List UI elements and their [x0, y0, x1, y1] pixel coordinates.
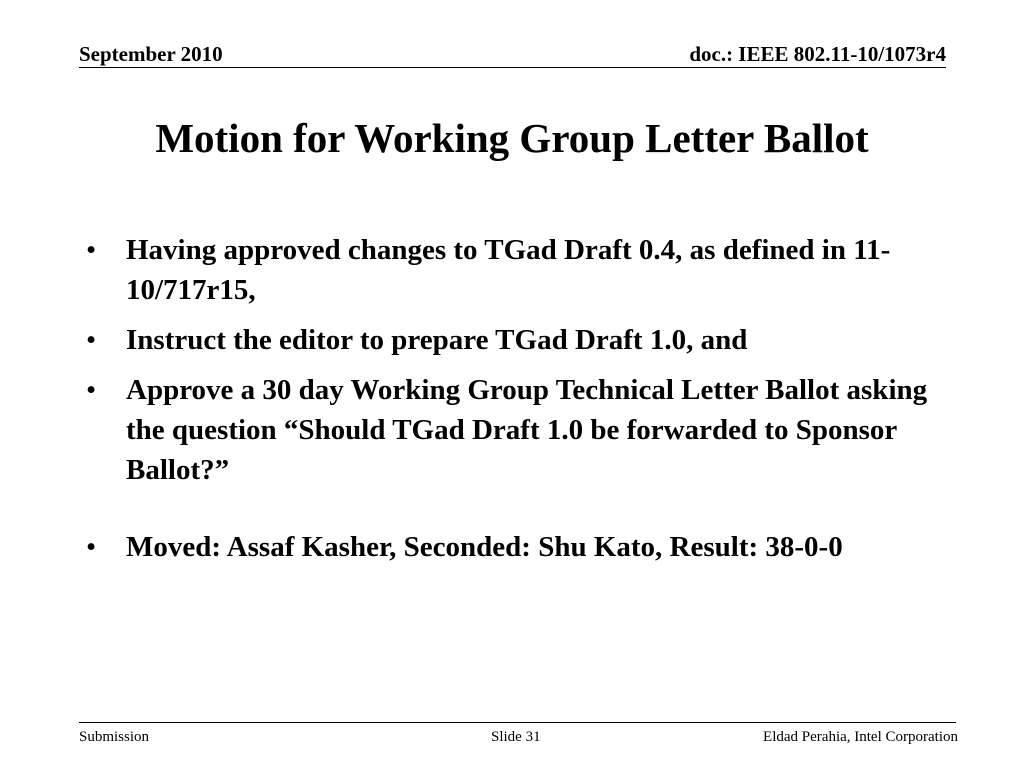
- header-doc-id: doc.: IEEE 802.11-10/1073r4: [689, 42, 946, 66]
- bullet-text: Approve a 30 day Working Group Technical Letter Ballot asking the question “Should TGad Draft 1.0 be forwarded to Sponsor Ballot?”: [126, 374, 928, 486]
- bullet-item: [86, 320, 956, 360]
- footer-author: Eldad Perahia, Intel Corporation: [763, 729, 958, 745]
- bullet-icon: •: [86, 374, 97, 406]
- bullet-icon: •: [86, 531, 97, 563]
- bullet-text: Moved: Assaf Kasher, Seconded: Shu Kato, Result: 38-0-0: [126, 531, 843, 563]
- header-date: September 2010: [79, 42, 223, 66]
- bullet-icon: •: [86, 234, 97, 266]
- footer-divider: [79, 722, 956, 723]
- bullet-text: Having approved changes to TGad Draft 0.4, as defined in 11-10/717r15,: [126, 234, 891, 306]
- bullet-item: [86, 370, 956, 490]
- bullet-list: [86, 230, 956, 567]
- bullet-text: Instruct the editor to prepare TGad Draft 1.0, and: [126, 324, 748, 356]
- bullet-item: [86, 230, 956, 310]
- footer-submission: Submission: [79, 729, 150, 745]
- bullet-item: [86, 527, 956, 567]
- slide-title: Motion for Working Group Letter Ballot: [155, 115, 869, 161]
- bullet-icon: •: [86, 324, 97, 356]
- footer-slide-number: Slide 31: [491, 729, 541, 745]
- header-divider: [79, 67, 946, 68]
